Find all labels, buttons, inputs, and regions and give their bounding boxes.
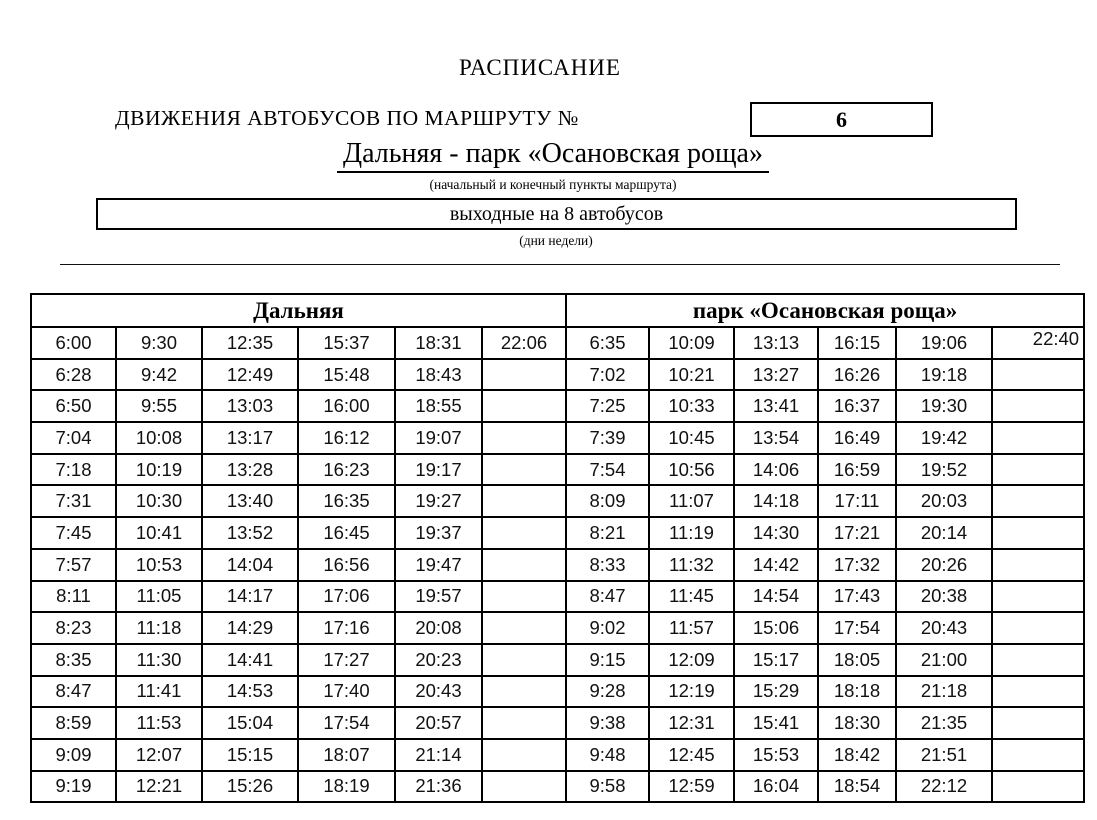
time-cell: 11:45	[649, 581, 734, 613]
empty-cell	[992, 454, 1084, 486]
time-cell: 11:32	[649, 549, 734, 581]
time-cell: 18:55	[395, 390, 482, 422]
time-cell: 18:42	[818, 739, 896, 771]
time-cell: 7:57	[31, 549, 116, 581]
time-cell: 11:18	[116, 612, 202, 644]
time-cell: 14:17	[202, 581, 298, 613]
time-cell: 12:21	[116, 771, 202, 803]
time-cell: 19:17	[395, 454, 482, 486]
time-cell: 10:33	[649, 390, 734, 422]
time-cell: 14:06	[734, 454, 818, 486]
time-cell: 8:21	[566, 517, 649, 549]
empty-cell	[992, 739, 1084, 771]
time-cell: 12:49	[202, 359, 298, 391]
empty-cell	[992, 707, 1084, 739]
time-cell: 17:21	[818, 517, 896, 549]
time-cell: 19:42	[896, 422, 992, 454]
table-row	[31, 390, 1084, 422]
time-cell: 18:43	[395, 359, 482, 391]
empty-cell	[482, 612, 566, 644]
time-cell: 15:53	[734, 739, 818, 771]
time-cell: 8:47	[566, 581, 649, 613]
time-cell: 14:54	[734, 581, 818, 613]
time-cell: 11:41	[116, 676, 202, 708]
time-cell: 20:57	[395, 707, 482, 739]
time-cell: 8:35	[31, 644, 116, 676]
time-cell: 9:58	[566, 771, 649, 803]
empty-cell	[992, 517, 1084, 549]
time-cell: 14:30	[734, 517, 818, 549]
time-cell: 9:30	[116, 327, 202, 359]
time-cell: 13:27	[734, 359, 818, 391]
table-row	[31, 581, 1084, 613]
time-cell: 7:18	[31, 454, 116, 486]
time-cell: 6:28	[31, 359, 116, 391]
time-cell: 16:37	[818, 390, 896, 422]
time-cell: 15:41	[734, 707, 818, 739]
time-cell: 10:21	[649, 359, 734, 391]
empty-cell	[992, 359, 1084, 391]
time-cell: 17:32	[818, 549, 896, 581]
empty-cell	[482, 771, 566, 803]
route-endpoints-caption: (начальный и конечный пункты маршрута)	[429, 177, 677, 192]
time-cell: 15:26	[202, 771, 298, 803]
empty-cell	[992, 581, 1084, 613]
time-cell: 7:25	[566, 390, 649, 422]
table-row	[31, 454, 1084, 486]
time-cell: 7:45	[31, 517, 116, 549]
table-row	[31, 359, 1084, 391]
time-cell: 12:59	[649, 771, 734, 803]
time-cell: 16:26	[818, 359, 896, 391]
time-cell: 16:56	[298, 549, 395, 581]
time-cell: 15:04	[202, 707, 298, 739]
time-cell: 13:28	[202, 454, 298, 486]
empty-cell	[482, 707, 566, 739]
right-terminus-header: парк «Осановская роща»	[566, 294, 1084, 327]
table-row	[31, 771, 1084, 803]
time-cell: 19:52	[896, 454, 992, 486]
empty-cell	[482, 454, 566, 486]
time-cell: 15:37	[298, 327, 395, 359]
time-cell: 19:27	[395, 485, 482, 517]
time-cell: 21:14	[395, 739, 482, 771]
time-cell: 7:02	[566, 359, 649, 391]
time-cell: 8:59	[31, 707, 116, 739]
time-cell: 18:07	[298, 739, 395, 771]
time-cell: 19:37	[395, 517, 482, 549]
time-cell: 16:23	[298, 454, 395, 486]
time-cell: 15:17	[734, 644, 818, 676]
empty-cell	[482, 644, 566, 676]
time-cell: 16:04	[734, 771, 818, 803]
time-cell: 16:59	[818, 454, 896, 486]
time-cell: 20:43	[896, 612, 992, 644]
time-cell: 21:36	[395, 771, 482, 803]
time-cell: 8:47	[31, 676, 116, 708]
empty-cell	[992, 612, 1084, 644]
schedule-table-container	[30, 293, 1085, 803]
time-cell: 12:31	[649, 707, 734, 739]
time-cell: 19:30	[896, 390, 992, 422]
time-cell: 11:19	[649, 517, 734, 549]
time-cell: 10:45	[649, 422, 734, 454]
time-cell: 10:53	[116, 549, 202, 581]
empty-cell	[482, 739, 566, 771]
time-cell: 9:15	[566, 644, 649, 676]
time-cell: 9:19	[31, 771, 116, 803]
time-cell: 18:19	[298, 771, 395, 803]
time-cell: 17:27	[298, 644, 395, 676]
schedule-table-body	[31, 327, 1084, 802]
time-cell: 17:40	[298, 676, 395, 708]
time-cell: 13:41	[734, 390, 818, 422]
empty-cell	[482, 422, 566, 454]
route-number-field: 6	[750, 102, 933, 137]
time-cell: 14:29	[202, 612, 298, 644]
time-cell: 9:28	[566, 676, 649, 708]
time-cell: 10:19	[116, 454, 202, 486]
time-cell: 9:09	[31, 739, 116, 771]
time-cell: 12:19	[649, 676, 734, 708]
time-cell: 8:33	[566, 549, 649, 581]
time-cell: 20:23	[395, 644, 482, 676]
time-cell: 16:45	[298, 517, 395, 549]
time-cell: 17:43	[818, 581, 896, 613]
time-cell: 15:06	[734, 612, 818, 644]
time-cell: 21:18	[896, 676, 992, 708]
time-cell: 14:04	[202, 549, 298, 581]
time-cell: 10:56	[649, 454, 734, 486]
days-caption: (дни недели)	[519, 233, 593, 248]
empty-cell	[992, 771, 1084, 803]
page-title: РАСПИСАНИЕ	[459, 55, 621, 80]
time-cell: 14:41	[202, 644, 298, 676]
horizontal-divider	[60, 264, 1060, 265]
time-cell: 12:35	[202, 327, 298, 359]
time-cell: 20:26	[896, 549, 992, 581]
time-cell: 16:49	[818, 422, 896, 454]
time-cell: 21:00	[896, 644, 992, 676]
table-row	[31, 485, 1084, 517]
table-row	[31, 739, 1084, 771]
table-row	[31, 422, 1084, 454]
time-cell: 17:54	[298, 707, 395, 739]
time-cell: 16:12	[298, 422, 395, 454]
table-row	[31, 612, 1084, 644]
time-cell: 19:07	[395, 422, 482, 454]
time-cell: 20:14	[896, 517, 992, 549]
time-cell: 18:31	[395, 327, 482, 359]
table-row	[31, 517, 1084, 549]
time-cell: 10:09	[649, 327, 734, 359]
time-cell: 7:54	[566, 454, 649, 486]
time-cell: 13:54	[734, 422, 818, 454]
empty-cell	[482, 517, 566, 549]
time-cell: 12:45	[649, 739, 734, 771]
table-header-row	[31, 294, 1084, 327]
time-cell: 15:29	[734, 676, 818, 708]
empty-cell	[992, 422, 1084, 454]
time-cell: 14:42	[734, 549, 818, 581]
schedule-table	[30, 293, 1085, 803]
empty-cell	[482, 581, 566, 613]
time-cell: 7:31	[31, 485, 116, 517]
time-cell: 21:35	[896, 707, 992, 739]
time-cell: 20:03	[896, 485, 992, 517]
time-cell: 14:53	[202, 676, 298, 708]
empty-cell	[482, 485, 566, 517]
time-cell: 17:11	[818, 485, 896, 517]
time-cell: 17:16	[298, 612, 395, 644]
empty-cell	[992, 390, 1084, 422]
route-subtitle: ДВИЖЕНИЯ АВТОБУСОВ ПО МАРШРУТУ №	[115, 106, 579, 130]
route-name: Дальняя - парк «Осановская роща»	[337, 138, 769, 173]
time-cell: 15:48	[298, 359, 395, 391]
time-cell: 10:08	[116, 422, 202, 454]
time-cell: 6:00	[31, 327, 116, 359]
time-cell: 11:07	[649, 485, 734, 517]
time-cell: 17:06	[298, 581, 395, 613]
time-cell: 7:39	[566, 422, 649, 454]
time-cell: 18:18	[818, 676, 896, 708]
time-cell: 13:40	[202, 485, 298, 517]
time-cell: 17:54	[818, 612, 896, 644]
time-cell: 22:40	[992, 327, 1084, 359]
time-cell: 21:51	[896, 739, 992, 771]
time-cell: 22:12	[896, 771, 992, 803]
time-cell: 10:30	[116, 485, 202, 517]
time-cell: 16:15	[818, 327, 896, 359]
time-cell: 18:30	[818, 707, 896, 739]
time-cell: 9:38	[566, 707, 649, 739]
table-row	[31, 327, 1084, 359]
empty-cell	[482, 359, 566, 391]
time-cell: 19:06	[896, 327, 992, 359]
time-cell: 13:17	[202, 422, 298, 454]
empty-cell	[992, 644, 1084, 676]
time-cell: 22:06	[482, 327, 566, 359]
empty-cell	[482, 676, 566, 708]
time-cell: 11:30	[116, 644, 202, 676]
time-cell: 10:41	[116, 517, 202, 549]
time-cell: 11:53	[116, 707, 202, 739]
time-cell: 13:03	[202, 390, 298, 422]
time-cell: 13:52	[202, 517, 298, 549]
time-cell: 16:35	[298, 485, 395, 517]
time-cell: 9:48	[566, 739, 649, 771]
time-cell: 19:18	[896, 359, 992, 391]
time-cell: 9:02	[566, 612, 649, 644]
time-cell: 20:08	[395, 612, 482, 644]
time-cell: 13:13	[734, 327, 818, 359]
time-cell: 6:35	[566, 327, 649, 359]
route-name-row	[0, 138, 1097, 173]
table-row	[31, 644, 1084, 676]
table-row	[31, 549, 1084, 581]
empty-cell	[992, 485, 1084, 517]
time-cell: 20:43	[395, 676, 482, 708]
time-cell: 8:11	[31, 581, 116, 613]
time-cell: 20:38	[896, 581, 992, 613]
time-cell: 6:50	[31, 390, 116, 422]
empty-cell	[482, 549, 566, 581]
time-cell: 15:15	[202, 739, 298, 771]
time-cell: 19:47	[395, 549, 482, 581]
time-cell: 11:57	[649, 612, 734, 644]
time-cell: 18:54	[818, 771, 896, 803]
time-cell: 7:04	[31, 422, 116, 454]
days-field: выходные на 8 автобусов	[96, 198, 1017, 230]
time-cell: 9:55	[116, 390, 202, 422]
empty-cell	[992, 676, 1084, 708]
empty-cell	[482, 390, 566, 422]
time-cell: 16:00	[298, 390, 395, 422]
time-cell: 14:18	[734, 485, 818, 517]
table-row	[31, 676, 1084, 708]
time-cell: 19:57	[395, 581, 482, 613]
time-cell: 12:07	[116, 739, 202, 771]
time-cell: 8:23	[31, 612, 116, 644]
empty-cell	[992, 549, 1084, 581]
table-row	[31, 707, 1084, 739]
time-cell: 11:05	[116, 581, 202, 613]
time-cell: 18:05	[818, 644, 896, 676]
time-cell: 12:09	[649, 644, 734, 676]
left-terminus-header: Дальняя	[31, 294, 566, 327]
time-cell: 9:42	[116, 359, 202, 391]
time-cell: 8:09	[566, 485, 649, 517]
